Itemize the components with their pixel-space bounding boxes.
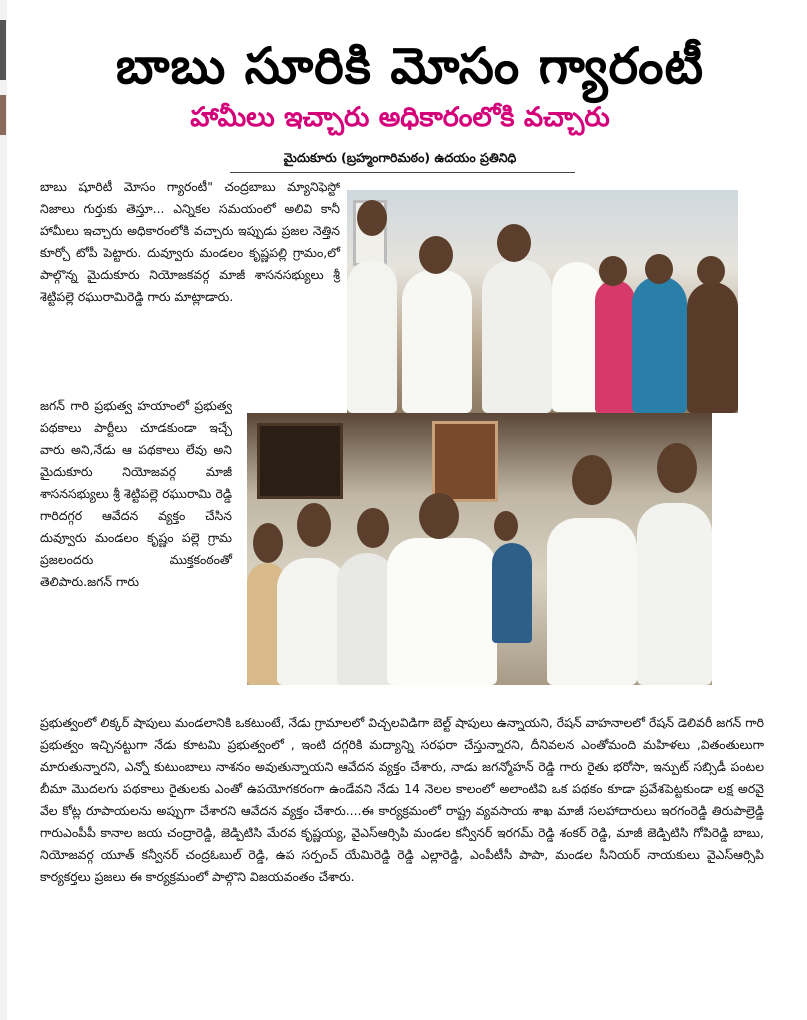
photo-leaders-interaction	[247, 413, 712, 685]
article-paragraph-3: ప్రభుత్వంలో లిక్కర్ షాపులు మండలానికి ఒకటుంటే, నేడు గ్రామాలలో విచ్చలవిడిగా బెల్ట్ షాపులు ఉన్నాయని, రేషన్ వాహనాలలో రేషన్ డెలివరీ జగన్ గారి ప్రభుత్వం ఇచ్చినట్టుగా నేడు కూటమి ప్రభుత్వంలో , ఇంటి దగ్గరికి మద్యాన్ని సరఫరా చేస్తున్నారని, దీనివలన ఎంతోమంది మహిళలు ,వితంతులుగా మారుతున్నారని, ఎన్నో కుటుంబాలు నాశనం అవుతున్నాయని ఆవేదన వ్యక్తం చేశారు, నాడు జగన్మోహన్ రెడ్డి గారు రైతు భరోసా, ఇన్పుట్ సబ్సిడీ పంటల బీమా మొదలగు పథకాలు రైతులకు ఎంతో ఉపయోగకరంగా ఉండేవని నేడు 14 నెలల కాలంలో అలాంటివి ఒక పథకం కూడా ప్రవేశపెట్టకుండా లక్ష అరవై వేల కోట్ల రూపాయలను అప్పుగా చేశారని ఆవేదన వ్యక్తం చేశారు....ఈ కార్యక్రమంలో రాష్ట్ర వ్యవసాయ శాఖ మాజీ సలహాదారులు ఇరగంరెడ్డి తిరుపాల్రెడ్డి గారుఎంపీపీ కానాల జయ చంద్రారెడ్డి, జెడ్పిటిసి మేరవ కృష్ణయ్య, వైఎస్ఆర్సిపి మండల కన్వీనర్ ఇరగమ్ రెడ్డి శంకర్ రెడ్డి, మాజీ జెడ్పిటిసి గోపిరెడ్డి బాబు, నియోజవర్గ యూత్ కన్వీనర్ చంద్రఓబుల్ రెడ్డి, ఉప సర్పంచ్ యేమిరెడ్డి రెడ్డి ఎల్లారెడ్డి, ఎంపీటీసీ పాపా, మండల సీనియర్ నాయకులు వైఎస్ఆర్సిపి కార్యకర్తలు ప్రజలు ఈ కార్యక్రమంలో పాల్గొని విజయవంతం చేశారు.	[40, 715, 764, 884]
dateline: మైదుకూరు (బ్రహ్మంగారిమఠం) ఉదయం ప్రతినిధి	[283, 150, 517, 165]
edge-mark	[0, 20, 6, 80]
article-paragraph-2: జగన్ గారి ప్రభుత్వ హయాంలో ప్రభుత్వ పథకాలు పార్టీలు చూడకుండా ఇచ్చే వారు అని,నేడు ఆ పథకాలు లేవు అని మైదుకూరు నియోజవర్గ మాజీ శాసనసభ్యులు శ్రీ శెట్టిపల్లె రఘురామి రెడ్డి గారిదగ్గర ఆవేదన వ్యక్తం చేసిన దువ్వూరు మండలం కృష్ణం పల్లె గ్రామ ప్రజలందరు ముక్తకంఠంతో తెలిపారు.జగన్ గారు	[40, 398, 232, 589]
article-paragraph-1: బాబు షూరిటీ మోసం గ్యారంటీ" చంద్రబాబు మ్యానిఫెస్టో నిజాలు గుర్తుకు తెస్తూ... ఎన్నికల సమయంలో అలివి కానీ హామీలు ఇచ్చారు అధికారంలోకి వచ్చారు ఇప్పుడు ప్రజల నెత్తిన కూర్చో టోపీ పెట్టారు. దువ్వూరు మండలం కృష్ణపల్లి గ్రామం,లో పాల్గొన్న మైదుకూరు నియోజకవర్గ మాజీ శాసనసభ్యులు శ్రీ శెట్టిపల్లె రఘురామిరెడ్డి గారు మాట్లాడారు.	[40, 179, 340, 304]
subheadline: హామీలు ఇచ్చారు అధికారంలోకి వచ్చారు	[190, 102, 610, 133]
photo-villagers-meeting	[347, 190, 738, 413]
dateline-rule	[230, 172, 575, 173]
headline: బాబు సూరికి మోసం గ్యారంటీ	[115, 37, 705, 95]
edge-mark	[0, 95, 6, 135]
page-edge	[0, 0, 7, 1020]
